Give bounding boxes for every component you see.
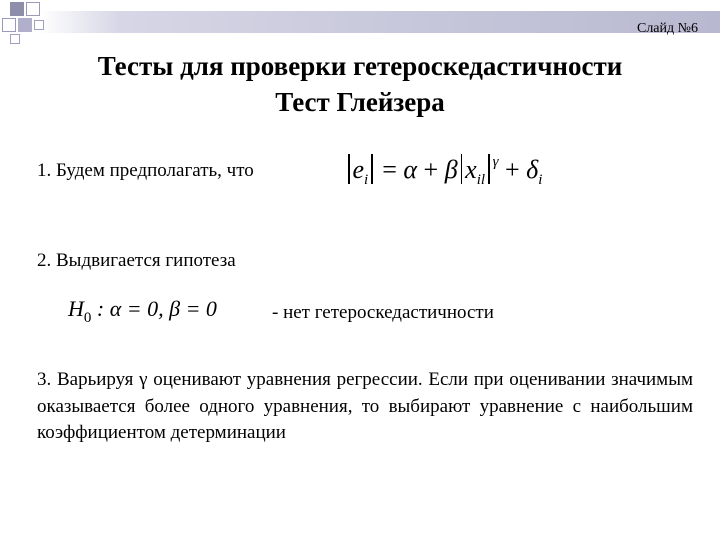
formula-gamma: γ bbox=[492, 154, 499, 170]
formula-plus: + bbox=[417, 155, 445, 184]
abs-bar bbox=[348, 154, 350, 184]
decor-square bbox=[10, 2, 24, 16]
decor-square bbox=[18, 18, 32, 32]
formula-eq: = bbox=[375, 155, 404, 184]
decor-square bbox=[34, 20, 44, 30]
formula-e-sub: i bbox=[364, 172, 369, 188]
item-1-text: 1. Будем предполагать, что bbox=[37, 160, 254, 181]
formula-plus: + bbox=[498, 155, 527, 184]
slide-number: Слайд №6 bbox=[636, 21, 698, 36]
formula-x-sub: il bbox=[476, 172, 486, 188]
glejser-formula bbox=[345, 154, 542, 189]
title-line-2: Тест Глейзера bbox=[275, 87, 445, 117]
formula-beta: β bbox=[444, 155, 458, 184]
decor-square bbox=[26, 2, 40, 16]
formula-delta: δ bbox=[526, 155, 539, 184]
hypothesis-formula bbox=[68, 296, 217, 327]
item-2-note: - нет гетероскедастичности bbox=[272, 302, 494, 323]
item-3-text: 3. Варьируя γ оценивают уравнения регрессии. Если при оценивании значимым оказывается более одного уравнения, то выбирают уравнение с наибольшим коэффициентом детерминации bbox=[37, 369, 693, 443]
item-2-text: 2. Выдвигается гипотеза bbox=[37, 250, 236, 271]
formula-x: x bbox=[465, 155, 477, 184]
formula-h-rest: : α = 0, β = 0 bbox=[91, 296, 217, 321]
formula-h: H bbox=[68, 296, 84, 321]
header-bar bbox=[0, 11, 720, 33]
abs-bar bbox=[488, 154, 490, 184]
formula-delta-sub: i bbox=[538, 172, 543, 188]
decor-square bbox=[2, 18, 16, 32]
abs-bar bbox=[461, 154, 463, 184]
title-line-1: Тесты для проверки гетероскедастичности bbox=[97, 51, 623, 81]
formula-alpha: α bbox=[403, 155, 418, 184]
decor-square bbox=[10, 34, 20, 44]
formula-e: e bbox=[352, 155, 365, 184]
abs-bar bbox=[371, 154, 373, 184]
slide-title bbox=[0, 48, 720, 120]
formula-h-sub: 0 bbox=[83, 310, 92, 326]
